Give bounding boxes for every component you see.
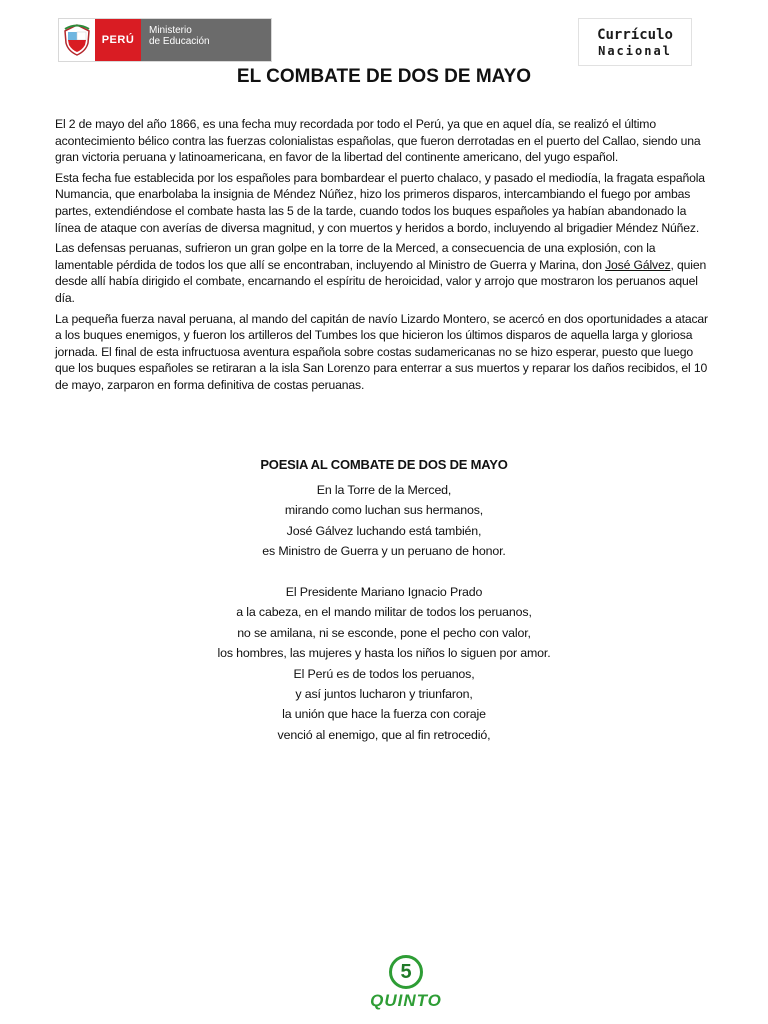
- ministry-line1: Ministerio: [149, 25, 192, 36]
- coat-of-arms-icon: [59, 19, 95, 61]
- curriculo-line2: Nacional: [598, 44, 672, 58]
- minedu-logo: [58, 18, 272, 62]
- grade-number-icon: 5: [389, 955, 423, 989]
- poem-line: El Presidente Mariano Ignacio Prado: [285, 585, 483, 600]
- page-title: EL COMBATE DE DOS DE MAYO: [236, 66, 532, 87]
- poem-line: a la cabeza, en el mando militar de todos los peruanos,: [236, 605, 532, 620]
- paragraph-4: La pequeña fuerza naval peruana, al mando del capitán de navío Lizardo Montero, se acercó en dos oportunidades a atacar a los buques enemigos, y fueron los artilleros del Tumbes los que hicieron los últimos disparos de aquella larga y gloriosa jornada. El final de esta infructuosa aventura española sobre costas sudamericanas no se hizo esperar, puesto que luego que los buques españoles se retiraran a la isla San Lorenzo para enterrar a sus muertos y reparar los daños recibidos, el 10 de mayo, zarparon en forma definitiva de costas peruanas.: [55, 311, 708, 392]
- grade-badge: [366, 955, 446, 1015]
- poem-line: y así juntos lucharon y triunfaron,: [295, 687, 473, 702]
- ministry-label: [141, 19, 271, 61]
- paragraph-3-before: Las defensas peruanas, sufrieron un gran golpe en la torre de la Merced, a consecuencia de una explosión, con la lamentable pérdida de todos los que allí se encontraban, incluyendo al Ministro de Guerra y Marina, don: [55, 241, 656, 272]
- paragraph-2: Esta fecha fue establecida por los españoles para bombardear el puerto chalaco, y pasado el mediodía, la fragata española Numancia, que enarbolaba la insignia de Méndez Núñez, hizo los primeros disparos, intercambiando el fuego por ambas partes, extendiéndose el combate hasta las 5 de la tarde, cuando todos los buques españoles ya habían abandonado la línea de ataque con averías de diversa magnitud, y con muertos y heridos a bordo, incluyendo al brigadier Méndez Núñez.: [55, 170, 705, 235]
- ministry-line2: de Educación: [149, 36, 210, 47]
- jose-galvez-link[interactable]: José Gálvez: [605, 257, 671, 272]
- poem-line: los hombres, las mujeres y hasta los niños lo siguen por amor.: [217, 646, 551, 661]
- curriculo-nacional-logo: [578, 18, 692, 66]
- poem-line: mirando como luchan sus hermanos,: [284, 503, 484, 518]
- curriculo-line1: Currículo: [597, 27, 673, 43]
- poem-line: José Gálvez luchando está también,: [286, 523, 482, 538]
- paragraph-3-after: , quien desde allí había dirigido el combate, encarnando el espíritu de heroicidad, valor y arrojo que mostraron los peruanos aquel día.: [55, 257, 707, 305]
- poem-line: la unión que hace la fuerza con coraje: [282, 707, 486, 722]
- grade-label: QUINTO: [370, 991, 442, 1010]
- page-header: [0, 0, 768, 70]
- paragraph-1: El 2 de mayo del año 1866, es una fecha muy recordada por todo el Perú, ya que en aquel día, se realizó el último acontecimiento bélico contra las fuerzas colonialistas españolas, que fueron derrotadas en el puerto del Callao, siendo una gran victoria peruana y latinoamericana, en favor de la libertad del continente americano, del yugo español.: [55, 117, 701, 165]
- stanza-gap: [0, 562, 768, 582]
- poem-line: es Ministro de Guerra y un peruano de honor.: [262, 544, 506, 559]
- article-body: [55, 116, 715, 398]
- poem-line: no se amilana, ni se esconde, pone el pecho con valor,: [237, 625, 531, 640]
- poem-line: En la Torre de la Merced,: [316, 483, 452, 497]
- poem-line: venció al enemigo, que al fin retrocedió,: [277, 727, 491, 742]
- poem: [0, 480, 768, 745]
- peru-label: PERÚ: [95, 19, 141, 61]
- poem-line: El Perú es de todos los peruanos,: [293, 666, 475, 681]
- poem-title: POESIA AL COMBATE DE DOS DE MAYO: [260, 457, 508, 472]
- paragraph-3: [55, 240, 715, 306]
